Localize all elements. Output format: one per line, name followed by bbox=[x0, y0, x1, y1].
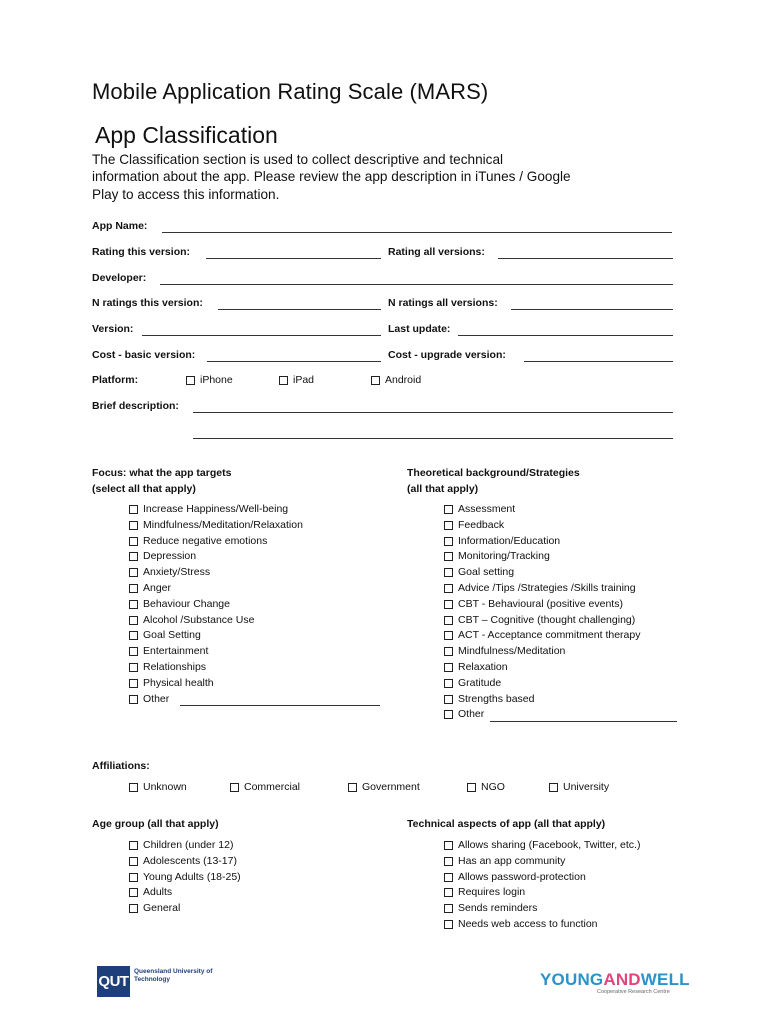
checkbox-icon bbox=[444, 616, 453, 625]
option-label: CBT - Behavioural (positive events) bbox=[458, 597, 623, 610]
checkbox-icon bbox=[129, 904, 138, 913]
checkbox-icon bbox=[444, 904, 453, 913]
aff-option-unknown[interactable] bbox=[129, 781, 187, 794]
tech-option-has-an-app-community[interactable] bbox=[444, 855, 565, 868]
option-label: University bbox=[563, 781, 610, 793]
option-label: Depression bbox=[143, 550, 197, 563]
platform-label: Platform: bbox=[92, 374, 139, 386]
option-label: Increase Happiness/Well-being bbox=[143, 503, 289, 515]
option-label: Reduce negative emotions bbox=[143, 534, 268, 547]
checkbox-icon bbox=[129, 679, 138, 688]
checkbox-icon bbox=[444, 841, 453, 850]
checkbox-icon bbox=[444, 584, 453, 593]
section-title: App Classification bbox=[95, 122, 278, 148]
focus-heading: Focus: what the app targets bbox=[92, 467, 232, 479]
checkbox-icon bbox=[129, 505, 138, 514]
focus-option-reduce-negative-emotions[interactable] bbox=[129, 535, 267, 548]
checkbox-icon bbox=[129, 600, 138, 609]
option-label: Anger bbox=[143, 582, 172, 594]
age-option-general[interactable] bbox=[129, 902, 180, 915]
checkbox-icon bbox=[129, 521, 138, 530]
focus-option-other[interactable] bbox=[129, 693, 169, 706]
tech-option-sends-reminders[interactable] bbox=[444, 902, 537, 915]
rating-all-label: Rating all versions: bbox=[388, 246, 485, 258]
option-label: Adolescents (13-17) bbox=[143, 854, 237, 867]
checkbox-icon bbox=[444, 663, 453, 672]
cost-upgrade-field[interactable] bbox=[524, 361, 673, 362]
checkbox-icon bbox=[444, 537, 453, 546]
checkbox-icon bbox=[129, 841, 138, 850]
checkbox-icon bbox=[129, 568, 138, 577]
option-label: Strengths based bbox=[458, 692, 535, 705]
tech-option-needs-web-access-to-function[interactable] bbox=[444, 918, 598, 931]
theory-subheading: (all that apply) bbox=[407, 483, 479, 495]
n-ratings-this-label: N ratings this version: bbox=[92, 297, 203, 309]
developer-label: Developer: bbox=[92, 272, 147, 284]
page-title: Mobile Application Rating Scale (MARS) bbox=[92, 79, 489, 104]
option-label: ACT - Acceptance commitment therapy bbox=[458, 629, 641, 642]
brief-description-label: Brief description: bbox=[92, 400, 179, 412]
checkbox-icon bbox=[129, 552, 138, 561]
age-option-adolescents-13-17[interactable] bbox=[129, 855, 237, 868]
checkbox-icon bbox=[186, 376, 195, 385]
focus-option-depression[interactable] bbox=[129, 550, 196, 563]
option-label: Goal setting bbox=[458, 566, 515, 579]
option-label: Children (under 12) bbox=[143, 839, 234, 851]
focus-option-goal-setting[interactable] bbox=[129, 629, 201, 642]
option-label: Gratitude bbox=[458, 676, 502, 689]
age-group-heading: Age group (all that apply) bbox=[92, 818, 219, 830]
checkbox-icon bbox=[444, 600, 453, 609]
option-label: Mindfulness/Meditation/Relaxation bbox=[143, 518, 303, 531]
n-ratings-this-field[interactable] bbox=[218, 309, 381, 310]
platform-option-ipad[interactable]: iPad bbox=[279, 374, 314, 387]
theory-option-gratitude[interactable] bbox=[444, 677, 501, 690]
last-update-label: Last update: bbox=[388, 323, 451, 335]
focus-subheading: (select all that apply) bbox=[92, 483, 196, 495]
option-label: Assessment bbox=[458, 503, 516, 515]
option-label: NGO bbox=[481, 781, 505, 793]
cost-basic-label: Cost - basic version: bbox=[92, 349, 196, 361]
checkbox-icon bbox=[467, 783, 476, 792]
focus-option-mindfulness-meditation-relaxation[interactable] bbox=[129, 519, 303, 532]
focus-option-relationships[interactable] bbox=[129, 661, 206, 674]
option-label: Behaviour Change bbox=[143, 597, 230, 610]
option-label: Physical health bbox=[143, 676, 214, 689]
theory-option-feedback[interactable] bbox=[444, 519, 504, 532]
focus-other-field[interactable] bbox=[180, 705, 380, 706]
theory-option-goal-setting[interactable] bbox=[444, 566, 514, 579]
option-label: Information/Education bbox=[458, 534, 561, 547]
option-label: Other bbox=[458, 708, 485, 721]
option-label: Anxiety/Stress bbox=[143, 566, 211, 579]
checkbox-icon bbox=[444, 647, 453, 656]
theory-other-field[interactable] bbox=[490, 721, 677, 722]
cost-upgrade-label: Cost - upgrade version: bbox=[388, 349, 506, 361]
checkbox-icon bbox=[444, 631, 453, 640]
checkbox-icon bbox=[129, 873, 138, 882]
rating-this-field[interactable] bbox=[206, 258, 381, 259]
option-label: Requires login bbox=[458, 886, 526, 899]
checkbox-icon bbox=[129, 647, 138, 656]
theory-option-information-education[interactable] bbox=[444, 535, 560, 548]
checkbox-icon bbox=[129, 857, 138, 866]
theory-option-strengths-based[interactable] bbox=[444, 693, 534, 706]
checkbox-icon bbox=[444, 873, 453, 882]
theory-option-cbt-cognitive-thought-challenging[interactable] bbox=[444, 614, 635, 627]
option-label: Goal Setting bbox=[143, 629, 201, 642]
checkbox-icon bbox=[129, 631, 138, 640]
focus-option-increase-happiness-well-being[interactable] bbox=[129, 503, 288, 516]
theory-option-relaxation[interactable] bbox=[444, 661, 508, 674]
checkbox-icon bbox=[129, 888, 138, 897]
version-field[interactable] bbox=[142, 335, 381, 336]
focus-option-anger[interactable] bbox=[129, 582, 171, 595]
theory-heading: Theoretical background/Strategies bbox=[407, 467, 580, 479]
qut-logo: QUT bbox=[97, 966, 130, 997]
theory-option-mindfulness-meditation[interactable] bbox=[444, 645, 565, 658]
rating-this-label: Rating this version: bbox=[92, 246, 191, 258]
focus-option-physical-health[interactable] bbox=[129, 677, 214, 690]
n-ratings-all-label: N ratings all versions: bbox=[388, 297, 498, 309]
checkbox-icon bbox=[230, 783, 239, 792]
brief-description-field-line2[interactable] bbox=[193, 438, 673, 439]
theory-option-assessment[interactable] bbox=[444, 503, 515, 516]
theory-option-other[interactable] bbox=[444, 708, 484, 721]
option-label: General bbox=[143, 902, 181, 915]
focus-option-anxiety-stress[interactable] bbox=[129, 566, 210, 579]
option-label: Young Adults (18-25) bbox=[143, 870, 241, 883]
aff-option-commercial[interactable] bbox=[230, 781, 300, 794]
rating-all-field[interactable] bbox=[498, 258, 673, 259]
age-option-children-under-12[interactable] bbox=[129, 839, 233, 852]
aff-option-university[interactable] bbox=[549, 781, 609, 794]
checkbox-icon bbox=[444, 710, 453, 719]
age-option-young-adults-18-25[interactable] bbox=[129, 871, 241, 884]
tech-option-requires-login[interactable] bbox=[444, 886, 525, 899]
option-label: Feedback bbox=[458, 518, 505, 531]
theory-option-advice-tips-strategies-skills-training[interactable] bbox=[444, 582, 636, 595]
qut-name: Queensland University of Technology bbox=[134, 968, 213, 983]
tech-option-allows-sharing-facebook-twitter-etc[interactable] bbox=[444, 839, 640, 852]
option-label: Mindfulness/Meditation bbox=[458, 645, 566, 658]
option-label: Entertainment bbox=[143, 645, 209, 658]
theory-option-cbt-behavioural-positive-events[interactable] bbox=[444, 598, 623, 611]
option-label: Alcohol /Substance Use bbox=[143, 613, 255, 626]
checkbox-icon bbox=[444, 695, 453, 704]
option-label: Relationships bbox=[143, 661, 207, 673]
developer-field[interactable] bbox=[160, 284, 673, 285]
aff-option-ngo[interactable] bbox=[467, 781, 505, 794]
checkbox-icon bbox=[129, 584, 138, 593]
checkbox-icon bbox=[549, 783, 558, 792]
checkbox-icon bbox=[444, 857, 453, 866]
focus-option-alcohol-substance-use[interactable] bbox=[129, 614, 254, 627]
theory-option-monitoring-tracking[interactable] bbox=[444, 550, 550, 563]
aff-option-government[interactable] bbox=[348, 781, 420, 794]
checkbox-icon bbox=[129, 537, 138, 546]
app-name-label: App Name: bbox=[92, 220, 148, 232]
checkbox-icon bbox=[444, 521, 453, 530]
option-label: CBT – Cognitive (thought challenging) bbox=[458, 613, 636, 626]
checkbox-icon bbox=[444, 679, 453, 688]
intro-text: The Classification section is used to collect descriptive and technical information about the app. Please review the app description in iTunes / Google Play to access this information. bbox=[92, 152, 571, 202]
brief-description-field-line1[interactable] bbox=[193, 412, 673, 413]
checkbox-icon bbox=[371, 376, 380, 385]
last-update-field[interactable] bbox=[458, 335, 673, 336]
checkbox-icon bbox=[129, 783, 138, 792]
option-label: Sends reminders bbox=[458, 902, 538, 915]
age-option-adults[interactable] bbox=[129, 886, 172, 899]
technical-heading: Technical aspects of app (all that apply) bbox=[407, 818, 606, 830]
focus-option-entertainment[interactable] bbox=[129, 645, 208, 658]
checkbox-icon bbox=[129, 695, 138, 704]
checkbox-icon bbox=[129, 663, 138, 672]
option-label: Has an app community bbox=[458, 854, 566, 867]
checkbox-icon bbox=[444, 505, 453, 514]
option-label: Relaxation bbox=[458, 661, 508, 673]
affiliations-heading: Affiliations: bbox=[92, 760, 150, 772]
option-label: Other bbox=[143, 692, 170, 705]
checkbox-icon bbox=[444, 920, 453, 929]
checkbox-icon bbox=[348, 783, 357, 792]
version-label: Version: bbox=[92, 323, 134, 335]
option-label: Allows password-protection bbox=[458, 870, 586, 883]
option-label: Adults bbox=[143, 886, 173, 899]
option-label: Unknown bbox=[143, 781, 187, 793]
option-label: Advice /Tips /Strategies /Skills training bbox=[458, 582, 636, 594]
option-label: Government bbox=[362, 781, 420, 793]
option-label: Allows sharing (Facebook, Twitter, etc.) bbox=[458, 839, 641, 851]
checkbox-icon bbox=[444, 568, 453, 577]
checkbox-icon bbox=[444, 888, 453, 897]
option-label: Needs web access to function bbox=[458, 918, 598, 930]
app-name-field[interactable] bbox=[162, 232, 672, 233]
cost-basic-field[interactable] bbox=[207, 361, 381, 362]
platform-option-iphone[interactable]: iPhone bbox=[186, 374, 233, 387]
checkbox-icon bbox=[444, 552, 453, 561]
option-label: Commercial bbox=[244, 781, 301, 793]
youngandwell-logo: YOUNGANDWELL bbox=[540, 970, 690, 989]
checkbox-icon bbox=[129, 616, 138, 625]
n-ratings-all-field[interactable] bbox=[511, 309, 673, 310]
theory-option-act-acceptance-commitment-therapy[interactable] bbox=[444, 629, 640, 642]
checkbox-icon bbox=[279, 376, 288, 385]
platform-option-android[interactable]: Android bbox=[371, 374, 421, 387]
option-label: Monitoring/Tracking bbox=[458, 550, 550, 563]
youngandwell-subtitle: Cooperative Research Centre bbox=[597, 989, 670, 995]
tech-option-allows-password-protection[interactable] bbox=[444, 871, 586, 884]
focus-option-behaviour-change[interactable] bbox=[129, 598, 230, 611]
